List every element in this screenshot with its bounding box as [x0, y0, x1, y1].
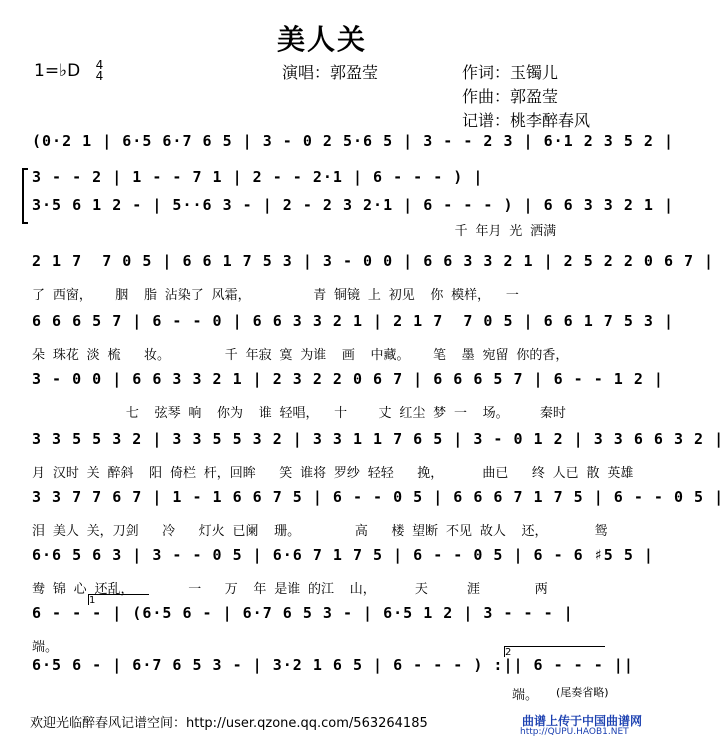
singer-credit: 演唱：郭盈莹: [282, 63, 379, 82]
lyricist-credit: 作词：玉镯儿: [462, 63, 559, 82]
composer-credit: 作曲：郭盈莹: [462, 87, 559, 106]
lyrics-line: 鸯 锦 心 还乱， 一 万 年 是谁 的江 山， 天 涯 两: [32, 582, 548, 597]
lyrics-line: 了 西窗， 胭 脂 沾染了 风霜， 青 铜镜 上 初见 你 模样， 一: [32, 288, 519, 303]
notes-line: 3 3 7 7 6 7 | 1 - 1 6 6 7 5 | 6 - - 0 5 | 6 6 6 7 1 7 5 | 6 - - 0 5 |: [32, 488, 724, 506]
repeat-bracket: [22, 168, 28, 224]
outro-omitted-note: (尾奏省略): [556, 686, 609, 699]
lyrics-line: 朵 珠花 淡 梳 妆。 千 年寂 寞 为谁 画 中藏。 笔 墨 宛留 你的香，: [32, 348, 569, 363]
notes-line: 6 - - - | (6·5 6 - | 6·7 6 5 3 - | 6·5 1 2 | 3 - - - |: [32, 604, 574, 622]
notes-line: 3 3 5 5 3 2 | 3 3 5 5 3 2 | 3 3 1 1 7 6 5 | 3 - 0 1 2 | 3 3 6 6 3 2 |: [32, 430, 724, 448]
key-text: 1=♭D: [34, 61, 81, 81]
time-bottom: 4: [95, 69, 104, 83]
notes-line: 6·5 6 - | 6·7 6 5 3 - | 3·2 1 6 5 | 6 - - - ) :|| 6 - - - ||: [32, 656, 634, 674]
time-signature: [96, 60, 104, 82]
song-title: 美人关: [276, 23, 367, 56]
key-signature: [34, 60, 103, 82]
lyrics-line: 七 弦琴 响 你为 谁 轻唱， 十 丈 红尘 梦 一 场。 秦时: [32, 406, 566, 421]
footer-text: 欢迎光临醉春风记谱空间：http://user.qzone.qq.com/563264185: [30, 716, 428, 731]
time-top: 4: [95, 58, 104, 72]
lyrics-line: 端。: [32, 640, 59, 655]
notes-line: 6 6 6 5 7 | 6 - - 0 | 6 6 3 3 2 1 | 2 1 7 7 0 5 | 6 6 1 7 5 3 |: [32, 312, 674, 330]
notes-line: 2 1 7 7 0 5 | 6 6 1 7 5 3 | 3 - 0 0 | 6 6 3 3 2 1 | 2 5 2 2 0 6 7 |: [32, 252, 715, 270]
lyrics-line: 泪 美人 关，刀剑 冷 灯火 已阑 珊。 高 楼 望断 不见 故人 还， 鸳: [32, 524, 608, 539]
volta-2: 2: [504, 646, 605, 657]
transcriber-credit: 记谱：桃李醉春风: [462, 111, 591, 130]
lyrics-line: 千 年月 光 洒满: [32, 224, 557, 239]
volta-1: 1: [88, 594, 149, 605]
notes-line: 6·6 5 6 3 | 3 - - 0 5 | 6·6 7 1 7 5 | 6 - - 0 5 | 6 - 6 ♯5 5 |: [32, 546, 654, 564]
watermark-url: http://QUPU.HAOB1.NET: [520, 727, 629, 737]
lyrics-line: 月 汉时 关 醉斜 阳 倚栏 杆，回眸 笑 谁将 罗纱 轻轻 挽， 曲已 终 人已 散 英雄: [32, 466, 634, 481]
ending-lyric: 端。: [512, 688, 539, 703]
notes-line: 3 - - 2 | 1 - - 7 1 | 2 - - 2·1 | 6 - - - ) |: [32, 168, 484, 186]
notes-line: 3·5 6 1 2 - | 5··6 3 - | 2 - 2 3 2·1 | 6 - - - ) | 6 6 3 3 2 1 |: [32, 196, 674, 214]
notes-line: (0·2 1 | 6·5 6·7 6 5 | 3 - 0 2 5·6 5 | 3 - - 2 3 | 6·1 2 3 5 2 |: [32, 132, 674, 150]
notes-line: 3 - 0 0 | 6 6 3 3 2 1 | 2 3 2 2 0 6 7 | 6 6 6 5 7 | 6 - - 1 2 |: [32, 370, 664, 388]
watermark-cn: 曲谱上传于中国曲谱网: [522, 714, 643, 728]
